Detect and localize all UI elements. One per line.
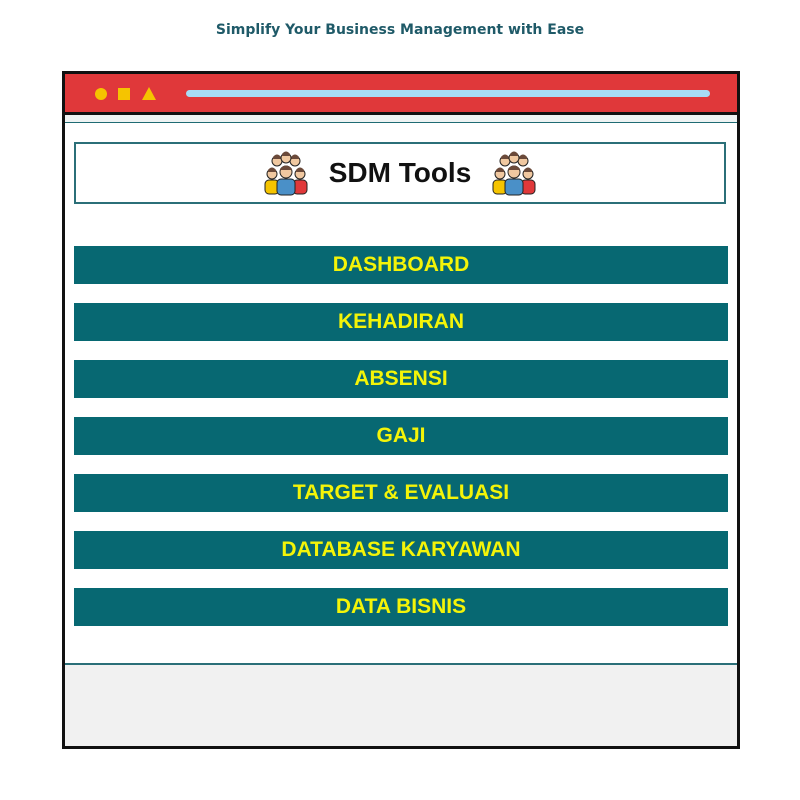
top-strip <box>65 115 737 123</box>
address-bar[interactable] <box>186 90 710 97</box>
menu-item-target-evaluasi[interactable]: TARGET & EVALUASI <box>74 474 728 512</box>
menu-item-kehadiran[interactable]: KEHADIRAN <box>74 303 728 341</box>
menu-item-dashboard[interactable]: DASHBOARD <box>74 246 728 284</box>
team-icon <box>263 150 309 196</box>
menu-item-absensi[interactable]: ABSENSI <box>74 360 728 398</box>
browser-window <box>62 71 740 749</box>
team-icon <box>491 150 537 196</box>
main-menu <box>74 246 728 645</box>
window-titlebar <box>65 74 737 115</box>
triangle-control-icon[interactable] <box>142 87 156 100</box>
app-header <box>74 142 726 204</box>
menu-item-gaji[interactable]: GAJI <box>74 417 728 455</box>
menu-item-data-bisnis[interactable]: DATA BISNIS <box>74 588 728 626</box>
circle-control-icon[interactable] <box>95 88 107 100</box>
square-control-icon[interactable] <box>118 88 130 100</box>
menu-item-database-karyawan[interactable]: DATABASE KARYAWAN <box>74 531 728 569</box>
tagline: Simplify Your Business Management with Ease <box>215 22 585 38</box>
app-title: SDM Tools <box>328 157 472 188</box>
app-content <box>65 123 737 663</box>
footer-area <box>65 663 737 746</box>
